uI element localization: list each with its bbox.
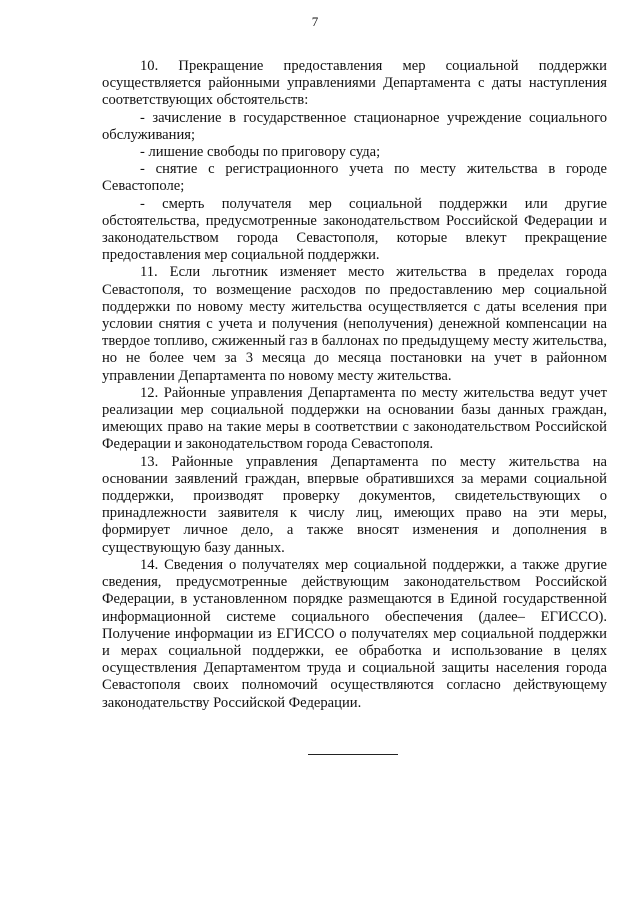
list-item-deregistration: - снятие с регистрационного учета по месту жительства в городе Севастополе; [102, 161, 607, 195]
list-item-imprisonment: - лишение свободы по приговору суда; [140, 144, 381, 161]
paragraph-11: 11. Если льготник изменяет место жительства в пределах города Севастополя, то возмещение расходов по предоставлению мер социальной поддержки по новому месту жительства осуществляется с даты вселения при условии снятия с учета и получения (неполучения) денежной компенсации на твердое топливо, сжиженный газ в баллонах по предыдущему месту жительства, но не более чем за 3 месяца до месяца постановки на учет в районном управлении Департамента по новому месту жительства. [102, 264, 607, 384]
paragraph-10: 10. Прекращение предоставления мер социальной поддержки осуществляется районными управлениями Департамента с даты наступления соответствующих обстоятельств: [102, 58, 607, 109]
end-of-document-rule [308, 754, 398, 755]
list-item-death-other-circumstances: - смерть получателя мер социальной поддержки или другие обстоятельства, предусмотренные законодательством Российской Федерации и законодательством города Севастополя, которые влекут прекращение предоставления мер социальной поддержки. [102, 195, 607, 264]
list-item-stationary-institution: - зачисление в государственное стационарное учреждение социального обслуживания; [102, 109, 607, 143]
paragraph-13: 13. Районные управления Департамента по месту жительства на основании заявлений граждан, впервые обратившихся за мерами социальной поддержки, производят проверку документов, свидетельствующих о принадлежности заявителя к числу лиц, имеющих право на эти меры, формирует личное дело, а также вносят изменения и дополнения в существующую базу данных. [102, 453, 607, 556]
document-body [102, 58, 607, 712]
paragraph-14: 14. Сведения о получателях мер социальной поддержки, а также другие сведения, предусмотренные действующим законодательством Российской Федерации, в установленном порядке размещаются в Единой государственной информационной системе социального обеспечения (далее– ЕГИССО). Получение информации из ЕГИССО о получателях мер социальной поддержки и мерах социальной поддержки, ее обработка и использование в целях осуществления Департаментом труда и социальной защиты населения города Севастополя своих полномочий осуществляются согласно действующему законодательству Российской Федерации. [102, 556, 607, 711]
paragraph-12: 12. Районные управления Департамента по месту жительства ведут учет реализации мер социальной поддержки на основании базы данных граждан, имеющих право на такие меры в соответствии с законодательством Российской Федерации и законодательством города Севастополя. [102, 384, 607, 453]
page-number: 7 [311, 14, 319, 29]
